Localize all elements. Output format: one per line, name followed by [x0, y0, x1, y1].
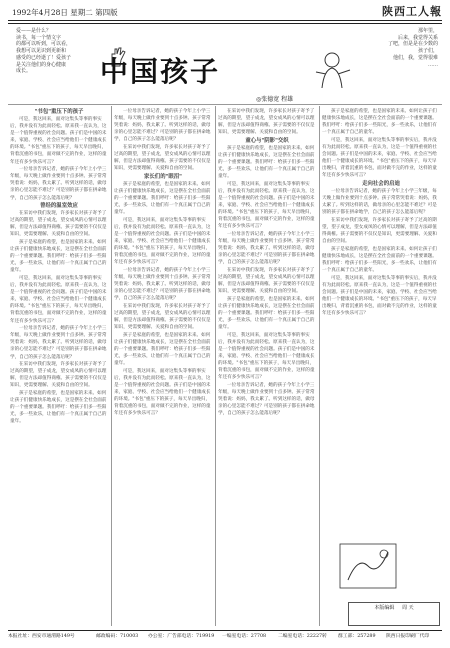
poem-line: 的都可以听到，可以看， [16, 41, 72, 48]
body-paragraph: 一位母亲告诉记者，她的孩子今年上小学三年级，每天晚上做作业要到十点多钟。孩子常常哭着说：妈妈，我太累了。听到这样的话，做母亲的心里怎能不难过？可是别的孩子都在拼命地学，自己的孩子怎么能落后呢？ [10, 326, 107, 360]
body-paragraph: 可是，我这回来，面对这集头等事的事实后，我并没有为此而轻松。原来我一直认为，这是一个值得重视的社会问题。孩子们是中国的未来，家庭、学校、社会应当给他们一个健康成长的环境。"书包"重压下的孩子，每天早出晚归，背着沉重的书包，面对做不完的作业，这样的童年还有多少快乐可言？ [322, 137, 437, 179]
footer-price: 群工部：257289 [338, 634, 376, 639]
body-paragraph: 一位母亲告诉记者，她的孩子今年上小学三年级，每天晚上做作业要到十点多钟。孩子常常哭着说：妈妈，我太累了。听到这样的话，做母亲的心里怎能不难过？可是别的孩子都在拼命地学，自己的孩子怎么能落后呢？ [322, 188, 437, 216]
poem-line: 读书，每一个情文字 [16, 34, 62, 41]
article-column-3 [218, 108, 316, 626]
article-column-1 [10, 108, 108, 626]
body-paragraph: 在采访中我们发现，许多家长对孩子寄予了过高的期望，望子成龙，望女成凤的心情可以理解，但是方法却值得商榷。孩子需要的不仅仅是知识，更需要理解、关爱和自由的空间。 [114, 303, 211, 331]
header-rule-thin [8, 23, 442, 24]
footer-postcode: 邮政编码：710003 [96, 634, 139, 639]
page-header [8, 6, 442, 19]
body-paragraph: 在采访中我们发现，许多家长对孩子寄予了过高的期望，望子成龙，望女成凤的心情可以理解，但是方法却值得商榷。孩子需要的不仅仅是知识，更需要理解、关爱和自由的空间。 [10, 362, 107, 389]
poem-line: 我想可以见识到更新和 [16, 48, 67, 55]
subhead: 曾经的温室效应 [40, 203, 78, 210]
poem-line: 是关注他们的身心健康 [16, 61, 67, 68]
footer-address: 本报社址：西安市通渭路149号 [8, 634, 75, 639]
body-paragraph: 在采访中我们发现，许多家长对孩子寄予了过高的期望，望子成龙，望女成凤的心情可以理解，但是方法却值得商榷。孩子需要的不仅仅是知识，更需要理解、关爱和自由的空间。 [114, 144, 211, 172]
body-paragraph: 一位母亲告诉记者，她的孩子今年上小学三年级，每天晚上做作业要到十点多钟。孩子常常哭着说：妈妈，我太累了。听到这样的话，做母亲的心里怎能不难过？可是别的孩子都在拼命地学，自己的孩子怎么能落后呢？ [10, 167, 107, 201]
body-paragraph: 可是，我这回来，面对这集头等事的事实后，我并没有为此而轻松。原来我一直认为，这是一个值得重视的社会问题。孩子们是中国的未来，家庭、学校、社会应当给他们一个健康成长的环境。"书包"重压下的孩子，每天早出晚归，背着沉重的书包，面对做不完的作业，这样的童年还有多少快乐可言？ [114, 368, 211, 417]
body-paragraph: 在采访中我们发现，许多家长对孩子寄予了过高的期望，望子成龙，望女成凤的心情可以理解，但是方法却值得商榷。孩子需要的不仅仅是知识，更需要理解、关爱和自由的空间。 [218, 109, 315, 136]
issue-date: 1992年4月28日 星期二 第四版 [12, 8, 118, 17]
article-column-2 [114, 108, 212, 626]
intro-poem [16, 28, 108, 98]
byline: ◎张德宽 程雄 [256, 96, 294, 103]
body-paragraph: 孩子是家庭的希望，也是国家的未来。如何让孩子们健康快乐地成长，这是摆在全社会面前的一个重要课题。我们呼吁：给孩子们多一些阳光，多一些欢乐，让他们有一个真正属于自己的童年。 [114, 181, 211, 216]
article-column-4 [322, 108, 440, 510]
poem-line: …… [428, 61, 438, 68]
poem-line: 成长。 [16, 68, 32, 75]
poem-line: 那年里， [417, 28, 438, 34]
footer-dept: 二编室电话：22227转 [278, 634, 327, 639]
body-paragraph: 可是，我这回来，面对这集头等事的事实后，我并没有为此而轻松。原来我一直认为，这是一个值得重视的社会问题。孩子们是中国的未来，家庭、学校、社会应当给他们一个健康成长的环境。"书包"重压下的孩子，每天早出晚归，背着沉重的书包，面对做不完的作业，这样的童年还有多少快乐可言？ [10, 275, 107, 324]
editor-title: 本版编辑 [374, 605, 395, 611]
child-figure-icon [308, 50, 356, 90]
newspaper-page [8, 6, 442, 642]
column-rule [215, 106, 216, 626]
body-paragraph: 一位母亲告诉记者，她的孩子今年上小学三年级，每天晚上做作业要到十点多钟。孩子常常哭着说：妈妈，我太累了。听到这样的话，做母亲的心里怎能不难过？可是别的孩子都在拼命地学，自己的孩子怎么能落后呢？ [218, 382, 315, 417]
column-rule [111, 106, 112, 626]
poem-line: 了吧，但是是在少数的 [387, 41, 438, 48]
subhead: 走向社会的启迪 [362, 180, 400, 187]
body-paragraph: 可是，我这回来，面对这集头等事的事实后，我并没有为此而轻松。原来我一直认为，这是一个值得重视的社会问题。孩子们是中国的未来，家庭、学校、社会应当给他们一个健康成长的环境。"书包"重压下的孩子，每天早出晚归，背着沉重的书包，面对做不完的作业，这样的童年还有多少快乐可言？ [218, 332, 315, 381]
footer-office: 办公室：广告部电话：719919 [148, 634, 215, 639]
body-paragraph: 一位母亲告诉记者，她的孩子今年上小学三年级，每天晚上做作业要到十点多钟。孩子常常哭着说：妈妈，我太累了。听到这样的话，做母亲的心里怎能不难过？可是别的孩子都在拼命地学，自己的孩子怎么能落后呢？ [114, 267, 211, 302]
poem-line: 感受的已经逝了！爱孩子 [16, 54, 72, 61]
body-paragraph: 一位母亲告诉记者，她的孩子今年上小学三年级，每天晚上做作业要到十点多钟。孩子常常哭着说：妈妈，我太累了。听到这样的话，做母亲的心里怎能不难过？可是别的孩子都在拼命地学，自己的孩子怎么能落后呢？ [218, 232, 315, 266]
page-footer [8, 630, 442, 642]
poem-line: 他们，我，觉得很难 [392, 54, 438, 61]
headline-title: 中国孩子 [100, 55, 221, 88]
body-paragraph: 可是，我这回来，面对这集头等事的事实后，我并没有为此而轻松。原来我一直认为，这是一个值得重视的社会问题。孩子们是中国的未来，家庭、学校、社会应当给他们一个健康成长的环境。"书包"重压下的孩子，每天早出晚归，背着沉重的书包，面对做不完的作业，这样的童年还有多少快乐可言？ [10, 117, 107, 165]
body-paragraph: 在采访中我们发现，许多家长对孩子寄予了过高的期望，望子成龙，望女成凤的心情可以理解，但是方法却值得商榷。孩子需要的不仅仅是知识，更需要理解、关爱和自由的空间。 [218, 267, 315, 295]
side-poem [376, 28, 438, 98]
body-paragraph: 孩子是家庭的希望，也是国家的未来。如何让孩子们健康快乐地成长，这是摆在全社会面前的一个重要课题。我们呼吁：给孩子们多一些阳光，多一些欢乐，让他们有一个真正属于自己的童年。 [322, 246, 437, 273]
body-paragraph: 在采访中我们发现，许多家长对孩子寄予了过高的期望，望子成龙，望女成凤的心情可以理解，但是方法却值得商榷。孩子需要的不仅仅是知识，更需要理解、关爱和自由的空间。 [322, 217, 437, 245]
poem-line: 孩子们， [417, 48, 438, 55]
body-paragraph: 可是，我这回来，面对这集头等事的事实后，我并没有为此而轻松。原来我一直认为，这是一个值得重视的社会问题。孩子们是中国的未来，家庭、学校、社会应当给他们一个健康成长的环境。"书包"重压下的孩子，每天早出晚归，背着沉重的书包，面对做不完的作业，这样的童年还有多少快乐可言？ [114, 217, 211, 266]
subhead: "书包"重压下的孩子 [34, 109, 84, 115]
body-paragraph: 可是，我这回来，面对这集头等事的事实后，我并没有为此而轻松。原来我一直认为，这是一个值得重视的社会问题。孩子们是中国的未来，家庭、学校、社会应当给他们一个健康成长的环境。"书包"重压下的孩子，每天早出晚归，背着沉重的书包，面对做不完的作业，这样的童年还有多少快乐可言？ [322, 275, 437, 317]
poem-line: 后来，我觉得关系 [397, 34, 438, 41]
body-paragraph: 孩子是家庭的希望，也是国家的未来。如何让孩子们健康快乐地成长，这是摆在全社会面前的一个重要课题。我们呼吁：给孩子们多一些阳光，多一些欢乐，让他们有一个真正属于自己的童年。 [218, 145, 315, 180]
decorative-illustration [338, 536, 398, 596]
body-paragraph: 在采访中我们发现，许多家长对孩子寄予了过高的期望，望子成龙，望女成凤的心情可以理解，但是方法却值得商榷。孩子需要的不仅仅是知识，更需要理解、关爱和自由的空间。 [10, 211, 107, 238]
poem-line: 爱——是什么？ [16, 28, 52, 34]
masthead: 陕西工人報 [382, 5, 442, 18]
footer-printer: 陕西日报印刷厂代印 [386, 634, 430, 639]
body-paragraph: 孩子是家庭的希望，也是国家的未来。如何让孩子们健康快乐地成长，这是摆在全社会面前的一个重要课题。我们呼吁：给孩子们多一些阳光，多一些欢乐，让他们有一个真正属于自己的童年。 [322, 109, 437, 136]
subhead: 童心与"阴影"交织 [245, 137, 289, 144]
body-paragraph: 孩子是家庭的希望，也是国家的未来。如何让孩子们健康快乐地成长，这是摆在全社会面前的一个重要课题。我们呼吁：给孩子们多一些阳光，多一些欢乐，让他们有一个真正属于自己的童年。 [10, 390, 107, 425]
body-paragraph: 孩子是家庭的希望，也是国家的未来。如何让孩子们健康快乐地成长，这是摆在全社会面前的一个重要课题。我们呼吁：给孩子们多一些阳光，多一些欢乐，让他们有一个真正属于自己的童年。 [114, 332, 211, 367]
footer-editor: 一编室电话：27708 [222, 634, 267, 639]
body-paragraph: 一位母亲告诉记者，她的孩子今年上小学三年级，每天晚上做作业要到十点多钟。孩子常常哭着说：妈妈，我太累了。听到这样的话，做母亲的心里怎能不难过？可是别的孩子都在拼命地学，自己的孩子怎么能落后呢？ [114, 109, 211, 143]
column-rule [319, 106, 320, 626]
editor-name: 周 天 [402, 605, 414, 611]
body-paragraph: 可是，我这回来，面对这集头等事的事实后，我并没有为此而轻松。原来我一直认为，这是一个值得重视的社会问题。孩子们是中国的未来，家庭、学校、社会应当给他们一个健康成长的环境。"书包"重压下的孩子，每天早出晚归，背着沉重的书包，面对做不完的作业，这样的童年还有多少快乐可言？ [218, 181, 315, 230]
section-divider [8, 104, 442, 105]
body-paragraph: 孩子是家庭的希望，也是国家的未来。如何让孩子们健康快乐地成长，这是摆在全社会面前的一个重要课题。我们呼吁：给孩子们多一些阳光，多一些欢乐，让他们有一个真正属于自己的童年。 [218, 296, 315, 331]
body-paragraph: 孩子是家庭的希望，也是国家的未来。如何让孩子们健康快乐地成长，这是摆在全社会面前的一个重要课题。我们呼吁：给孩子们多一些阳光，多一些欢乐，让他们有一个真正属于自己的童年。 [10, 240, 107, 274]
header-rule [8, 20, 442, 21]
editor-box [348, 602, 440, 626]
subhead: 家长们的"眼泪" [144, 173, 182, 180]
